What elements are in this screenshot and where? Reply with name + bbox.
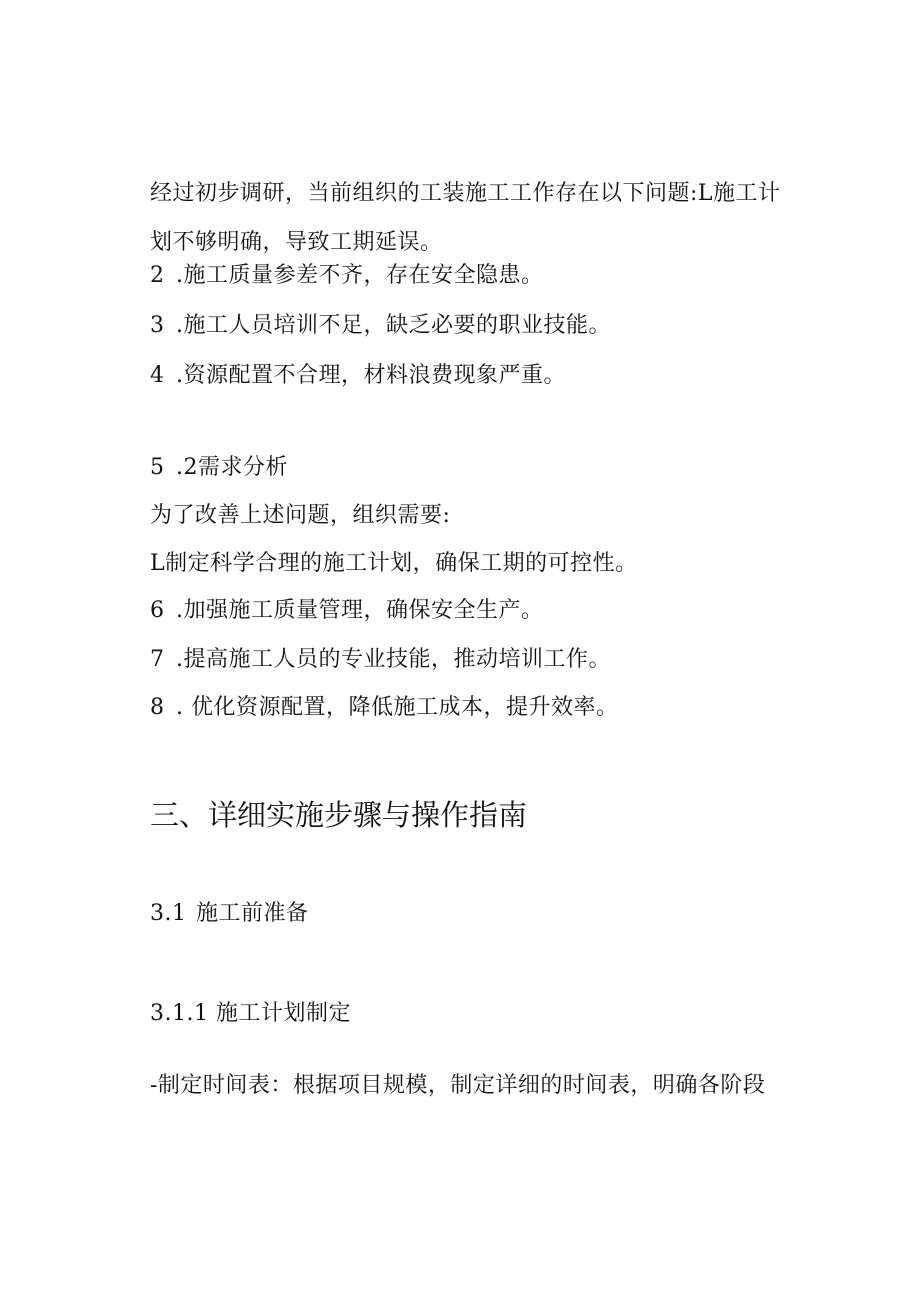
problem-text: .资源配置不合理，材料浪费现象严重。 [176,363,566,388]
need-item-8 [150,695,619,721]
problem-text: .施工质量参差不齐，存在安全隐患。 [176,263,544,288]
need-item-7 [150,647,611,673]
chapter-heading: 三、详细实施步骤与操作指南 [150,798,528,832]
subsection-heading-3-1 [150,901,309,927]
subsection-number: 3.1 [150,901,187,926]
need-number: 7 [150,647,165,672]
need-text: .提高施工人员的专业技能，推动培训工作。 [176,647,611,672]
problem-item-2 [150,263,544,289]
need-text: .加强施工质量管理，确保安全生产。 [176,598,544,623]
need-number: 8 [150,695,165,720]
needs-intro: 为了改善上述问题，组织需要: [150,503,451,528]
problem-number: 3 [150,313,165,338]
subsection-heading-3-1-1: 3.1.1 施工计划制定 [150,1001,351,1026]
intro-line-1: 经过初步调研，当前组织的工装施工工作存在以下问题:L施工计 [150,181,781,206]
paragraph-schedule: -制定时间表：根据项目规模，制定详细的时间表，明确各阶段 [150,1073,766,1098]
section-title: .2需求分析 [176,455,288,480]
problem-number: 2 [150,263,165,288]
problem-number: 4 [150,363,165,388]
section-heading-needs [150,455,288,481]
problem-item-4 [150,363,566,389]
problem-text: .施工人员培训不足，缺乏必要的职业技能。 [176,313,611,338]
need-item-6 [150,598,544,624]
intro-line-2: 划不够明确，导致工期延误。 [150,230,443,255]
problem-item-3 [150,313,611,339]
subsection-title: 施工前准备 [196,901,309,926]
need-item-1: L制定科学合理的施工计划，确保工期的可控性。 [150,551,638,576]
need-number: 6 [150,598,165,623]
section-number: 5 [150,455,165,480]
need-text: . 优化资源配置，降低施工成本，提升效率。 [176,695,619,720]
